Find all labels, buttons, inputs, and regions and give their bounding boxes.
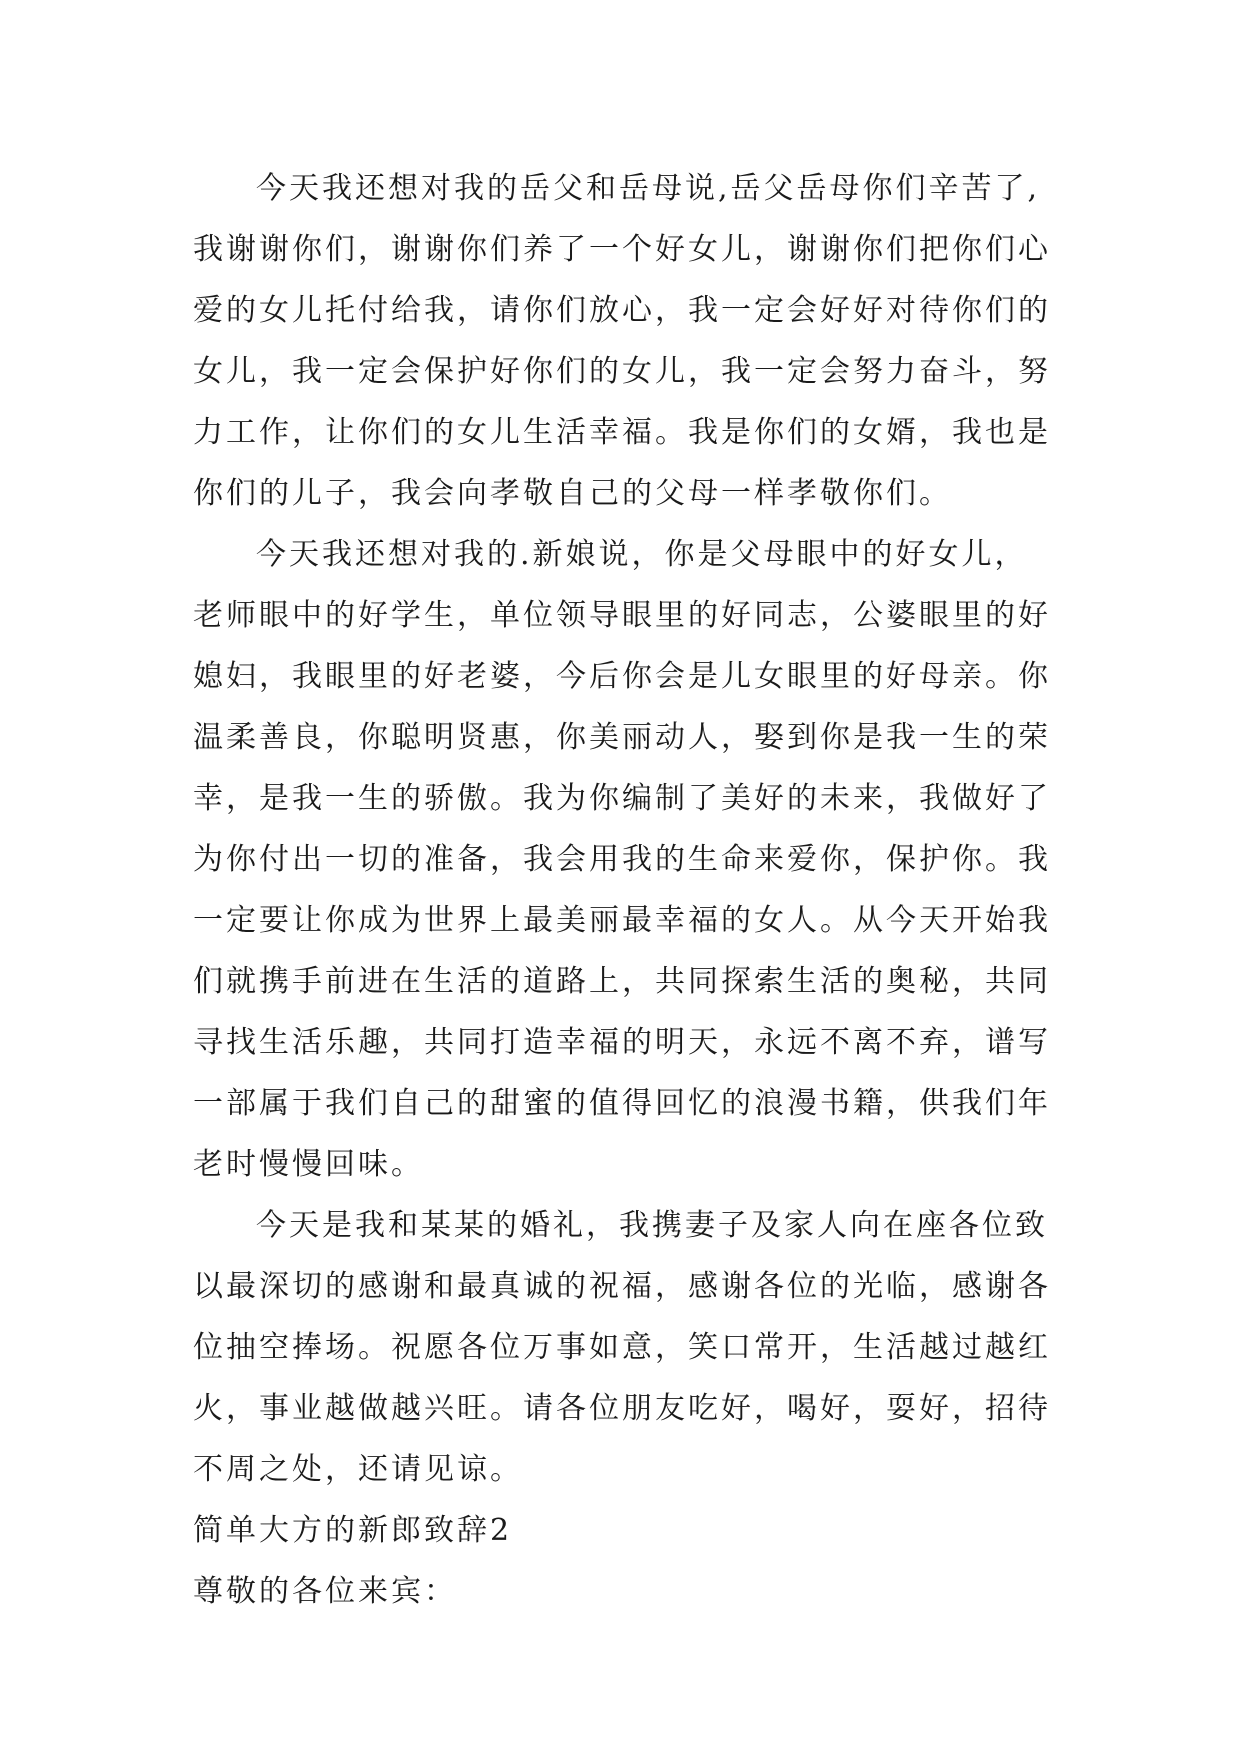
text-line: 火，事业越做越兴旺。请各位朋友吃好，喝好，耍好，招待: [193, 1391, 1051, 1426]
text-line: 寻找生活乐趣，共同打造幸福的明天，永远不离不弃，谱写: [193, 1025, 1051, 1060]
text-line: 位抽空捧场。祝愿各位万事如意，笑口常开，生活越过越红: [193, 1330, 1051, 1365]
text-line: 力工作，让你们的女儿生活幸福。我是你们的女婿，我也是: [193, 415, 1051, 450]
text-line: 不周之处，还请见谅。: [193, 1452, 523, 1487]
text-line: 我谢谢你们，谢谢你们养了一个好女儿，谢谢你们把你们心: [193, 232, 1051, 267]
text-line: 们就携手前进在生活的道路上，共同探索生活的奥秘，共同: [193, 964, 1051, 999]
text-line: 温柔善良，你聪明贤惠，你美丽动人，娶到你是我一生的荣: [193, 720, 1051, 755]
text-line: 为你付出一切的准备，我会用我的生命来爱你，保护你。我: [193, 842, 1051, 877]
text-line: 一定要让你成为世界上最美丽最幸福的女人。从今天开始我: [193, 903, 1051, 938]
section-heading: 简单大方的新郎致辞2: [193, 1513, 513, 1548]
text-line: 你们的儿子，我会向孝敬自己的父母一样孝敬你们。: [193, 476, 952, 511]
paragraph-thanks-parents-in-law: [193, 158, 1073, 524]
text-line: 今天我还想对我的岳父和岳母说,岳父岳母你们辛苦了,: [256, 171, 1041, 206]
paragraph-to-bride: [193, 524, 1073, 1195]
paragraph-thanks-guests: [193, 1195, 1073, 1500]
text-line: 今天我还想对我的.新娘说，你是父母眼中的好女儿，: [256, 537, 1028, 572]
text-line: 爱的女儿托付给我，请你们放心，我一定会好好对待你们的: [193, 293, 1051, 328]
text-line: 媳妇，我眼里的好老婆，今后你会是儿女眼里的好母亲。你: [193, 659, 1051, 694]
text-line: 以最深切的感谢和最真诚的祝福，感谢各位的光临，感谢各: [193, 1269, 1051, 1304]
text-line: 一部属于我们自己的甜蜜的值得回忆的浪漫书籍，供我们年: [193, 1086, 1051, 1121]
document-body: [193, 158, 1073, 1622]
salutation: 尊敬的各位来宾：: [193, 1574, 457, 1609]
text-line: 老师眼中的好学生，单位领导眼里的好同志，公婆眼里的好: [193, 598, 1051, 633]
text-line: 幸，是我一生的骄傲。我为你编制了美好的未来，我做好了: [193, 781, 1051, 816]
text-line: 女儿，我一定会保护好你们的女儿，我一定会努力奋斗，努: [193, 354, 1051, 389]
text-line: 今天是我和某某的婚礼，我携妻子及家人向在座各位致: [256, 1208, 1048, 1243]
text-line: 老时慢慢回味。: [193, 1147, 424, 1182]
